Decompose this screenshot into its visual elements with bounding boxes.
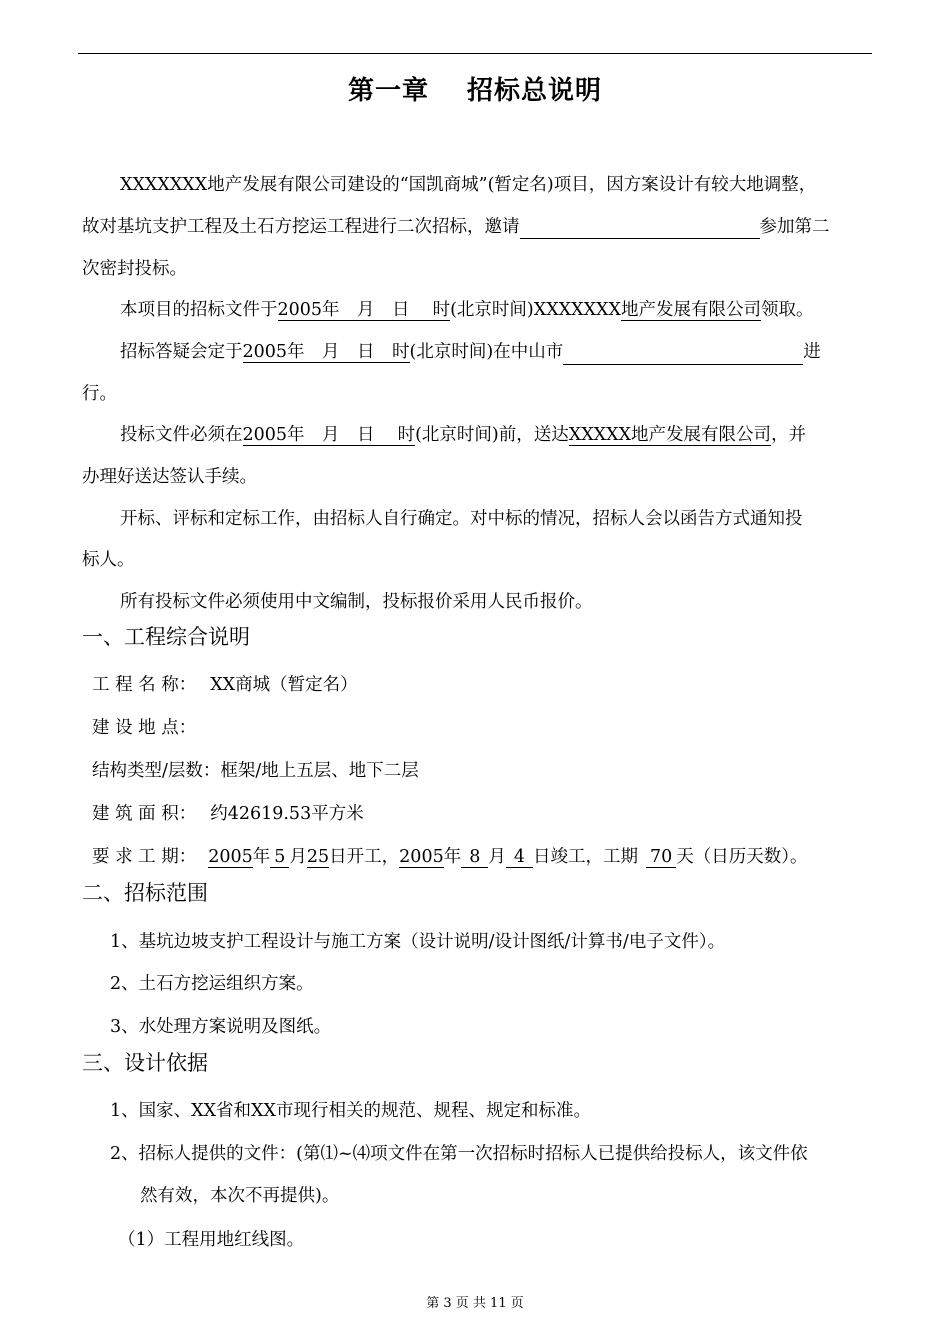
submit-company: XXXXX地产发展有限公司 [568,425,772,445]
intro-p1-line2: 故对基坑支护工程及土石方挖运工程进行二次招标，邀请 参加第二 [82,217,830,237]
intro-p3-line2: 行。 [82,384,117,404]
section1-heading: 一、工程综合说明 [82,625,250,649]
intro-p4-line2: 办理好送达签认手续。 [82,467,257,487]
intro-p4-line1: 投标文件必须在2005年 月 日 时(北京时间)前，送达XXXXX地产发展有限公司，并 [120,425,807,445]
basis-sub-1: （1）工程用地红线图。 [118,1230,305,1250]
page-footer: 第 3 页 共 11 页 [426,1296,524,1311]
submit-date-blank: 2005年 月 日 时 [242,425,416,445]
intro-p1-line3: 次密封投标。 [82,259,187,279]
scope-item-2: 2、土石方挖运组织方案。 [110,974,314,994]
intro-p5-line2: 标人。 [82,550,135,570]
basis-item-2-line2: 然有效，本次不再提供)。 [140,1186,340,1206]
intro-p1-line1: XXXXXXX地产发展有限公司建设的“国凯商城”(暂定名)项目，因方案设计有较大地调整， [120,175,817,195]
qa-location-blank [563,342,803,365]
scope-item-1: 1、基坑边坡支护工程设计与施工方案（设计说明/设计图纸/计算书/电子文件）。 [110,932,726,952]
issue-company: 地产发展有限公司 [620,300,761,320]
site-row: 建 设 地 点： [92,718,197,738]
header-rule [78,53,872,54]
intro-p3-line1: 招标答疑会定于2005年 月 日 时(北京时间)在中山市 进 [120,340,821,365]
intro-p2: 本项目的招标文件于2005年 月 日 时(北京时间)XXXXXXX地产发展有限公司领取。 [120,300,814,320]
scope-item-3: 3、水处理方案说明及图纸。 [110,1017,332,1037]
qa-date-blank: 2005年 月 日 时 [242,342,410,362]
period-row: 要 求 工 期： 2005年 5 月25日开工，2005年 8 月 4 日竣工，工期 70 天（日历天数）。 [92,847,808,867]
chapter-name: 招标总说明 [467,76,603,106]
basis-item-2-line1: 2、招标人提供的文件：(第⑴~⑷项文件在第一次招标时招标人已提供给投标人，该文件依 [110,1144,808,1164]
structure-row: 结构类型/层数：框架/地上五层、地下二层 [92,761,419,781]
intro-p5-line1: 开标、评标和定标工作，由招标人自行确定。对中标的情况，招标人会以函告方式通知投 [120,509,803,529]
basis-item-1: 1、国家、XX省和XX市现行相关的规范、规程、规定和标准。 [110,1101,591,1121]
project-name-row: 工 程 名 称： XX商城（暂定名） [92,675,358,695]
area-row: 建 筑 面 积： 约42619.53平方米 [92,804,364,824]
issue-date-blank: 2005年 月 日 时 [277,300,451,320]
intro-p6: 所有投标文件必须使用中文编制，投标报价采用人民币报价。 [120,592,593,612]
section3-heading: 三、设计依据 [82,1051,208,1075]
chapter-number: 第一章 [347,76,429,106]
chapter-title [0,70,950,107]
invitee-blank [520,216,760,239]
section2-heading: 二、招标范围 [82,881,208,905]
